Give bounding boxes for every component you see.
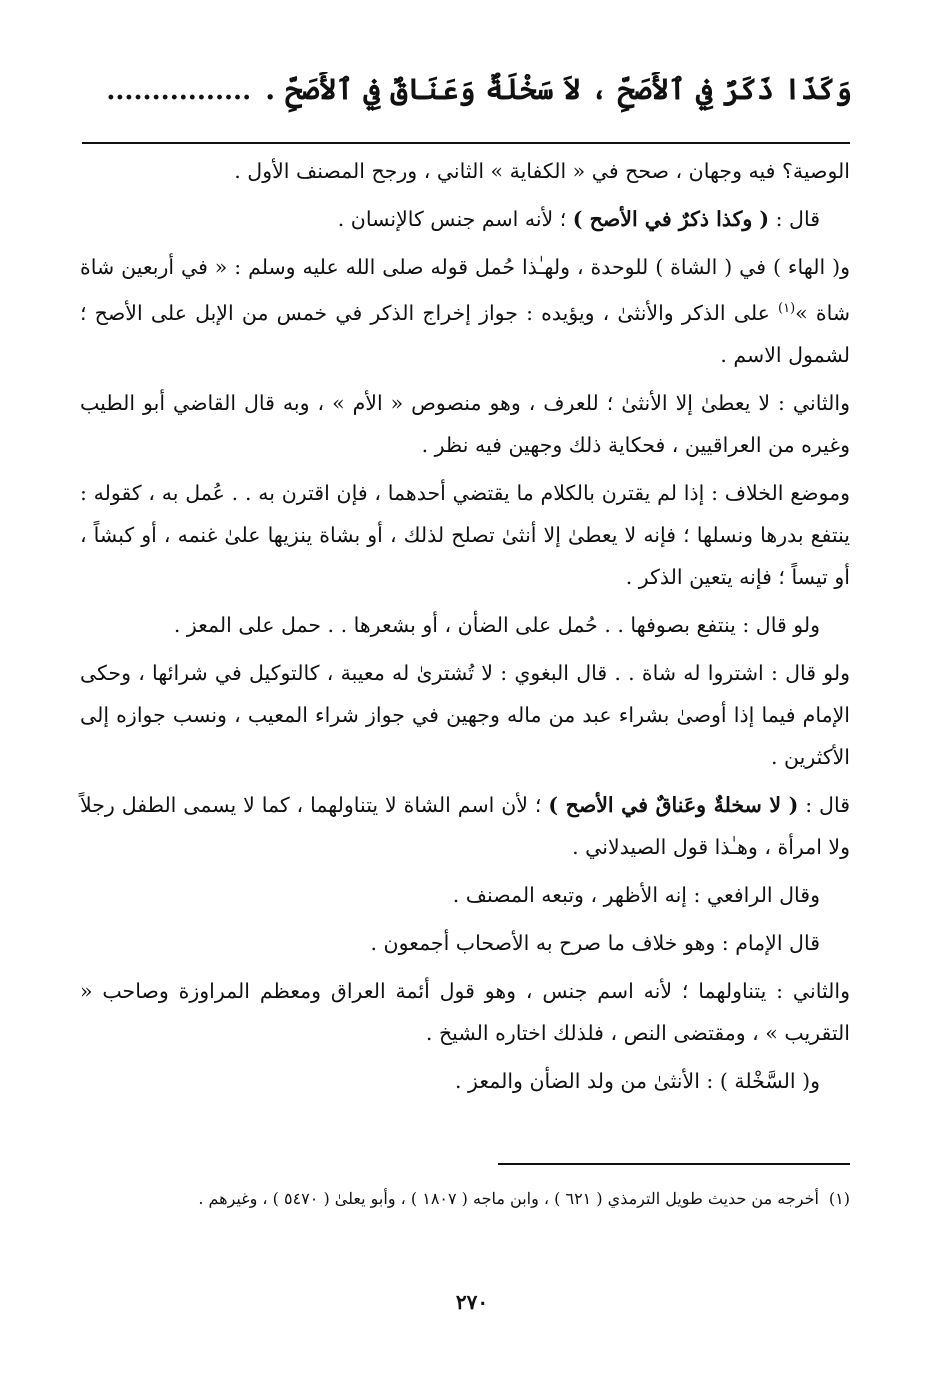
header-divider (82, 142, 850, 144)
header-leader-dots: ................ (106, 76, 252, 106)
paragraph: الوصية؟ فيه وجهان ، صحح في « الكفاية » الثاني ، ورجح المصنف الأول . (234, 159, 850, 183)
paragraph: قال : ( وكذا ذكرٌ في الأصح ) ؛ لأنه اسم جنس كالإنسان . (337, 207, 820, 231)
paragraph: ولو قال : ينتفع بصوفها . . حُمل على الضأن ، أو بشعرها . . حمل على المعز . (173, 612, 820, 637)
matn-quote: ( وكذا ذكرٌ في الأصح ) (572, 207, 770, 231)
footnote-text: أخرجه من حديث طويل الترمذي ( ٦٢١ ) ، وابن ماجه ( ١٨٠٧ ) ، وأبو يعلىٰ ( ٥٤٧٠ ) ، وغيرهم . (198, 1189, 819, 1208)
paragraph: قال الإمام : وهو خلاف ما صرح به الأصحاب أجمعون . (370, 930, 820, 955)
paragraph: ولو قال : اشتروا له شاة . . قال البغوي : لا تُشترىٰ له معيبة ، كالتوكيل في شرائها ، وحكى الإمام فيما إذا أوصىٰ بشراء عبد من ماله وجهين في جواز شراء المعيب ، ونسب جوازه إلى الأكثرين . (80, 660, 850, 769)
paragraph: والثاني : لا يعطىٰ إلا الأنثىٰ ؛ للعرف ، وهو منصوص « الأم » ، وبه قال القاضي أبو الطيب وغيره من العراقيين ، فحكاية ذلك وجهين فيه نظر . (80, 390, 850, 457)
footnote-number: (١) (828, 1189, 850, 1208)
paragraph: و( السَّخْلة ) : الأنثىٰ من ولد الضأن والمعز . (455, 1068, 820, 1093)
paragraph: و( الهاء ) في ( الشاة ) للوحدة ، ولهـٰذا حُمل قوله صلى الله عليه وسلم : « في أربعين شاة شاة »$^{(١)}$ على الذكر والأنثىٰ ، ويؤيده : جواز إخراج الذكر في خمس من الإبل على الأصح ؛ لشمول الاسم . (80, 255, 850, 367)
footnote-ref: (١) (778, 301, 796, 316)
paragraph: والثاني : يتناولهما ؛ لأنه اسم جنس ، وهو قول أئمة العراق ومعظم المراوزة وصاحب « التقريب » ، ومقتضى النص ، فلذلك اختاره الشيخ . (80, 978, 850, 1045)
page-number: ٢٧٠ (455, 1290, 489, 1314)
paragraph: قال : ( لا سخلةٌ وعَناقٌ في الأصح ) ؛ لأن اسم الشاة لا يتناولهما ، كما لا يسمى الطفل رجلاً ولا امرأة ، وهـٰذا قول الصيدلاني . (80, 792, 850, 859)
paragraph: وقال الرافعي : إنه الأظهر ، وتبعه المصنف . (452, 882, 820, 907)
footnote (80, 1182, 850, 1215)
paragraph: وموضع الخلاف : إذا لم يقترن بالكلام ما يقتضي أحدهما ، فإن اقترن به . . عُمل به ، كقوله : ينتفع بدرها ونسلها ؛ فإنه لا يعطىٰ إلا أنثىٰ تصلح لذلك ، أو بشاة ينزيها علىٰ غنمه ، أو كبشاً ، أو تيساً ؛ فإنه يتعين الذكر . (80, 480, 850, 589)
header-matn-text: وَكَذَا ذَكَرٌ فِي ٱلأَصَحِّ ، لاَ سَخْلَةٌ وَعَنَاقٌ فِي ٱلأَصَحِّ . (265, 72, 852, 106)
running-header (80, 72, 852, 128)
matn-quote: ( لا سخلةٌ وعَناقٌ في الأصح ) (548, 792, 799, 817)
footnote-divider (498, 1163, 850, 1165)
commentary-body (80, 150, 850, 1108)
